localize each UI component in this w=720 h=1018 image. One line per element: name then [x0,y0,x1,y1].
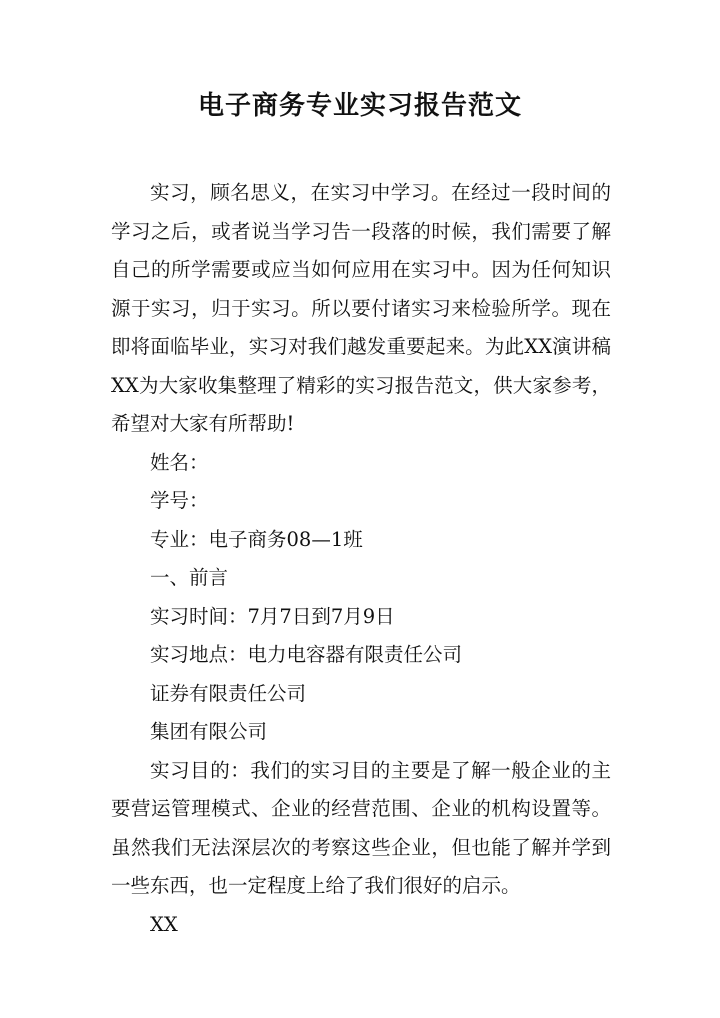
trailing-text: XX [150,912,178,936]
purpose-paragraph: 实习目的：我们的实习目的主要是了解一般企业的主要营运管理模式、企业的经营范围、企业的机构设置等。虽然我们无法深层次的考察这些企业，但也能了解并学到一些东西，也一定程度上给了我们很好的启示。 [111,758,611,897]
internship-location-2: 证券有限责任公司 [150,681,307,705]
student-id-line: 学号： [150,489,209,512]
document-title: 电子商务专业实习报告范文 [197,91,522,121]
intro-paragraph: 实习，顾名思义，在实习中学习。在经过一段时间的学习之后，或者说当学习告一段落的时候，我们需要了解自己的所学需要或应当如何应用在实习中。因为任何知识源于实习，归于实习。所以要付诸实习来检验所学。现在即将面临毕业，实习对我们越发重要起来。为此XX演讲稿XX为大家收集整理了精彩的实习报告范文，供大家参考，希望对大家有所帮助! [111,181,611,435]
section-heading: 一、前言 [150,566,229,589]
document-body [111,174,611,944]
name-line: 姓名： [150,450,209,474]
internship-time-line: 实习时间：7月7日到7月9日 [150,604,395,628]
internship-location-line: 实习地点：电力电容器有限责任公司 [150,643,463,666]
internship-location-3: 集团有限公司 [150,720,268,743]
major-line: 专业：电子商务08—1班 [150,527,363,551]
